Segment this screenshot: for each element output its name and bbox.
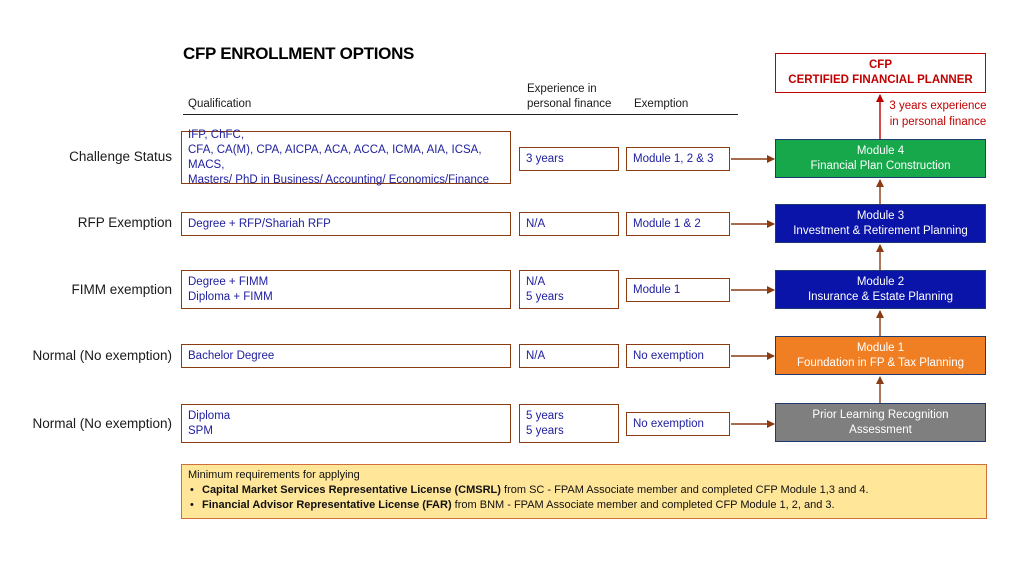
qualification-line: CFA, CA(M), CPA, AICPA, ACA, ACCA, ICMA, AIA, ICSA, MACS,	[188, 143, 482, 171]
requirement-details: from SC - FPAM Associate member and completed CFP Module 1,3 and 4.	[500, 484, 869, 496]
requirements-heading: Minimum requirements for applying	[188, 469, 360, 481]
experience-value: N/A	[526, 275, 546, 288]
row-label-fimm-exemption: FIMM exemption	[71, 282, 172, 297]
row-label-normal-bachelor: Normal (No exemption)	[32, 348, 172, 363]
experience-value: 5 years	[526, 290, 564, 303]
header-experience-line1: Experience in	[527, 83, 597, 95]
exemption-value: Module 1	[633, 283, 681, 296]
requirement-license: Capital Market Services Representative License (CMSRL)	[202, 484, 501, 496]
module-subtitle: Financial Plan Construction	[810, 159, 951, 172]
experience-value: N/A	[526, 349, 546, 362]
experience-value: 3 years	[526, 152, 564, 165]
module-subtitle: Investment & Retirement Planning	[793, 224, 968, 237]
qualification-line: Degree + FIMM	[188, 275, 269, 288]
requirement-details: from BNM - FPAM Associate member and completed CFP Module 1, 2, and 3.	[451, 499, 835, 511]
row-label-normal-diploma: Normal (No exemption)	[32, 416, 172, 431]
row-label-rfp-exemption: RFP Exemption	[77, 215, 172, 230]
row-label-challenge-status: Challenge Status	[69, 149, 172, 164]
module-title: Module 1	[856, 341, 905, 354]
header-experience-line2: personal finance	[527, 98, 612, 110]
experience-value: N/A	[526, 217, 546, 230]
exemption-value: No exemption	[633, 417, 704, 430]
cfp-full-name: CERTIFIED FINANCIAL PLANNER	[788, 74, 973, 86]
exemption-value: No exemption	[633, 349, 704, 362]
header-qualification: Qualification	[188, 98, 252, 110]
qualification-line: Diploma + FIMM	[188, 290, 273, 303]
qualification-line: Masters/ PhD in Business/ Accounting/ Economics/Finance	[188, 173, 490, 186]
module-subtitle: Insurance & Estate Planning	[807, 290, 954, 303]
module-subtitle: Foundation in FP & Tax Planning	[796, 356, 965, 369]
experience-value: 5 years	[526, 409, 564, 422]
module-title: Module 4	[856, 144, 905, 157]
qualification-line: Diploma	[188, 409, 231, 422]
requirement-item	[202, 498, 980, 513]
module-title: Module 2	[856, 275, 905, 288]
header-exemption: Exemption	[634, 98, 689, 110]
exemption-value: Module 1 & 2	[633, 217, 701, 230]
module-subtitle: Assessment	[849, 423, 912, 436]
experience-note-line1: 3 years experience	[889, 100, 987, 112]
requirement-license: Financial Advisor Representative License (FAR)	[202, 499, 452, 511]
qualification-line: IFP, ChFC,	[188, 128, 245, 141]
exemption-value: Module 1, 2 & 3	[633, 152, 714, 165]
qualification-line: SPM	[188, 424, 213, 437]
module-title: Prior Learning Recognition	[812, 408, 949, 421]
requirements-list	[188, 483, 980, 513]
cfp-label: CFP	[869, 59, 892, 71]
module-title: Module 3	[856, 209, 905, 222]
requirement-item	[202, 483, 980, 498]
qualification-line: Bachelor Degree	[188, 349, 275, 362]
experience-note-line2: in personal finance	[889, 115, 987, 128]
page-title: CFP ENROLLMENT OPTIONS	[183, 44, 415, 63]
experience-value: 5 years	[526, 424, 564, 437]
requirements-note	[181, 464, 987, 519]
qualification-line: Degree + RFP/Shariah RFP	[188, 217, 331, 230]
